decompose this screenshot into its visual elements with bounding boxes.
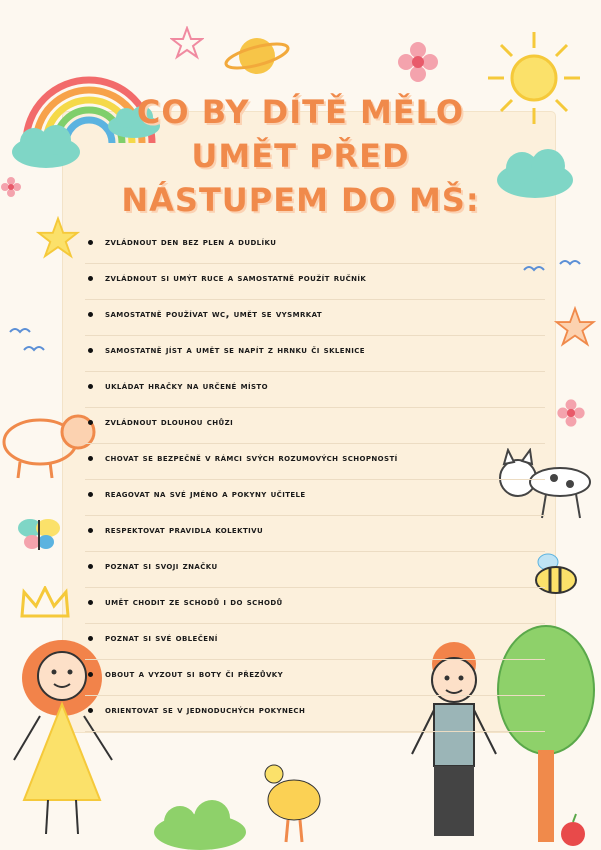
butterfly-icon: [14, 510, 64, 560]
star-icon: [170, 26, 204, 60]
page-title-line-1: CO BY DÍTĚ MĚLO: [136, 93, 465, 131]
chicken-icon: [256, 760, 326, 846]
list-item: obout a vyzout si boty či přezůvky: [85, 660, 545, 696]
planet-icon: [222, 26, 292, 86]
list-item: poznat si svoji značku: [85, 552, 545, 588]
list-item: orientovat se v jednoduchých pokynech: [85, 696, 545, 732]
star-icon: [36, 216, 80, 260]
bush-icon: [150, 796, 250, 850]
apple-icon: [556, 812, 590, 848]
list-item: zvládnout dlouhou chůzi: [85, 408, 545, 444]
list-item: samostatně jíst a umět se napít z hrnku či sklenice: [85, 336, 545, 372]
list-item: samostatně používat wc, umět se vysmrkat: [85, 300, 545, 336]
list-item: reagovat na své jméno a pokyny učitele: [85, 480, 545, 516]
crown-icon: [18, 586, 72, 620]
flower-icon: [556, 398, 586, 428]
list-item: umět chodit ze schodů i do schodů: [85, 588, 545, 624]
page-title-line-3: NÁSTUPEM DO MŠ:: [121, 181, 480, 219]
skills-list: [85, 228, 545, 732]
list-item: zvládnout si umýt ruce a samostatně použít ručník: [85, 264, 545, 300]
list-item: zvládnout den bez plen a dudlíku: [85, 228, 545, 264]
flower-icon: [396, 40, 440, 84]
page-title-line-2: UMĚT PŘED: [191, 137, 410, 175]
star-icon: [554, 306, 596, 348]
list-item: chovat se bezpečně v rámci svých rozumových schopností: [85, 444, 545, 480]
list-item: respektovat pravidla kolektivu: [85, 516, 545, 552]
birds-icon: [6, 318, 56, 358]
list-item: ukládat hračky na určené místo: [85, 372, 545, 408]
list-item: poznat si své oblečení: [85, 624, 545, 660]
